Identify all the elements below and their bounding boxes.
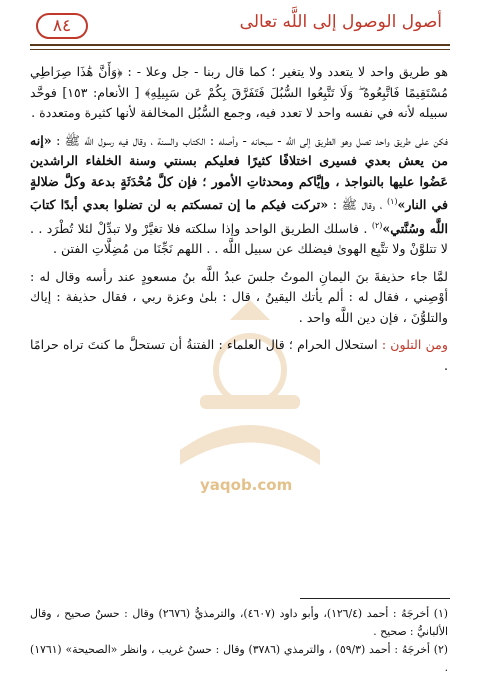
footnote-2: (٢) أخرجَهُ : أحمد (٥٩/٣) ، والترمذي (٣٧٨٦) وقال : حسنٌ غريب ، وانظر «الصحيحة» (١٧٦١) . [30, 643, 448, 674]
watermark-text: yaqob.com [200, 476, 293, 494]
hadith-2: «تركت فيكم ما إن تمسكتم به لن تضلوا بعدي أبدًا كتابَ اللَّه وسُنَّتي» [30, 197, 448, 236]
page-header [30, 10, 450, 46]
main-text [30, 62, 448, 376]
footnote-ref-1[interactable]: (١) [386, 197, 398, 206]
running-title: أصول الوصول إلى اللَّه تعالى [239, 12, 442, 32]
section-lead: ومن التلون : [381, 337, 448, 353]
footnote-separator [300, 598, 450, 599]
paragraph-4: ومن التلون : استحلال الحرام ؛ قال العلماء : الفتنةُ أن تستحلَّ ما كنتَ تراه حرامًا . [30, 337, 448, 373]
paragraph-1: هو طريق واحد لا يتعدد ولا يتغير ؛ كما قال ربنا - جل وعلا - : ﴿وَأَنَّ هَٰذَا صِرَاطِي مُسْتَقِيمًا فَاتَّبِعُوهُ ۖ وَلَا تَتَّبِعُوا السُّبُلَ فَتَفَرَّقَ بِكُمْ عَن سَبِيلِهِ﴾ [ الأنعام: ١٥٣] فوحَّد سبيله لأنه في نفسه واحد لا تعدد فيه، وجمع السُّبُل المخالفة لأنها كثيرة ومتعددة . [30, 64, 448, 120]
page-number: ٨٤ [36, 13, 88, 39]
quran-verse: ﴿وَأَنَّ هَٰذَا صِرَاطِي مُسْتَقِيمًا فَاتَّبِعُوهُ ۖ وَلَا تَتَّبِعُوا السُّبُلَ فَتَفَرَّقَ بِكُمْ عَن سَبِيلِهِ﴾ [30, 64, 448, 100]
footnotes [30, 605, 448, 677]
hadith-1: «إنه من يعش بعدي فسيرى اختلافًا كثيرًا فعليكم بسنتي وسنة الخلفاء الراشدين عَضُوا عليها بالنواجذ ، وإيَّاكم ومحدثاتِ الأمور ؛ فإن كلَّ مُحْدَثَةٍ بدعة وكلَّ ضلالةٍ في النار» [30, 132, 449, 213]
footnote-1: (١) أخرجَهُ : أحمد (١٢٦/٤)، وأبو داود (٤٦٠٧)، والترمذيُّ (٢٦٧٦) وقال : حسنٌ صحيح ، وقال الألبانيُّ : صحيح . [30, 607, 448, 638]
header-rule [30, 49, 450, 50]
footnote-ref-2[interactable]: (٢) [371, 220, 383, 230]
paragraph-2: فكن على طريق واحد تصل وهو الطريق إلى اللَّه - سبحانه - وأصله : الكتاب والسنة ، وقال فيه رسول اللَّه ﷺ : «إنه من يعش بعدي فسيرى اختلافًا كثيرًا فعليكم بسنتي وسنة الخلفاء الراشدين عَضُوا عليها بالنواجذ ، وإيَّاكم ومحدثاتِ الأمور ؛ فإن كلَّ مُحْدَثَةٍ بدعة وكلَّ ضلالةٍ في النار»$^{(١)}$ ، وقال ﷺ : «تركت فيكم ما إن تمسكتم به لن تضلوا بعدي أبدًا كتابَ اللَّه وسُنَّتي»$^{(٢)}$ . فاسلك الطريق الواحد وإذا سلكته فلا تغيَّرْ ولا تبدِّلْ لئلا تُطْرَد . . لا تتلوَّنْ ولا تتَّبِع الهوىٰ فيضلك عن سبيل اللَّه . . اللهم نَجِّنَا من مُضِلَّاتِ الفتن . [30, 132, 449, 257]
paragraph-3: لمَّا جاء حذيفةَ بنَ اليمانِ الموتُ جلسَ عبدُ اللَّه بنُ مسعودٍ عند رأسه وقال له : أوْصِني ، فقال له : ألم يأتك اليقينُ ، قال : بلىٰ وعزة ربي ، فقال حذيفة : إياك والتلوُّنَ ، فإن دين اللَّه واحد . [30, 268, 448, 325]
